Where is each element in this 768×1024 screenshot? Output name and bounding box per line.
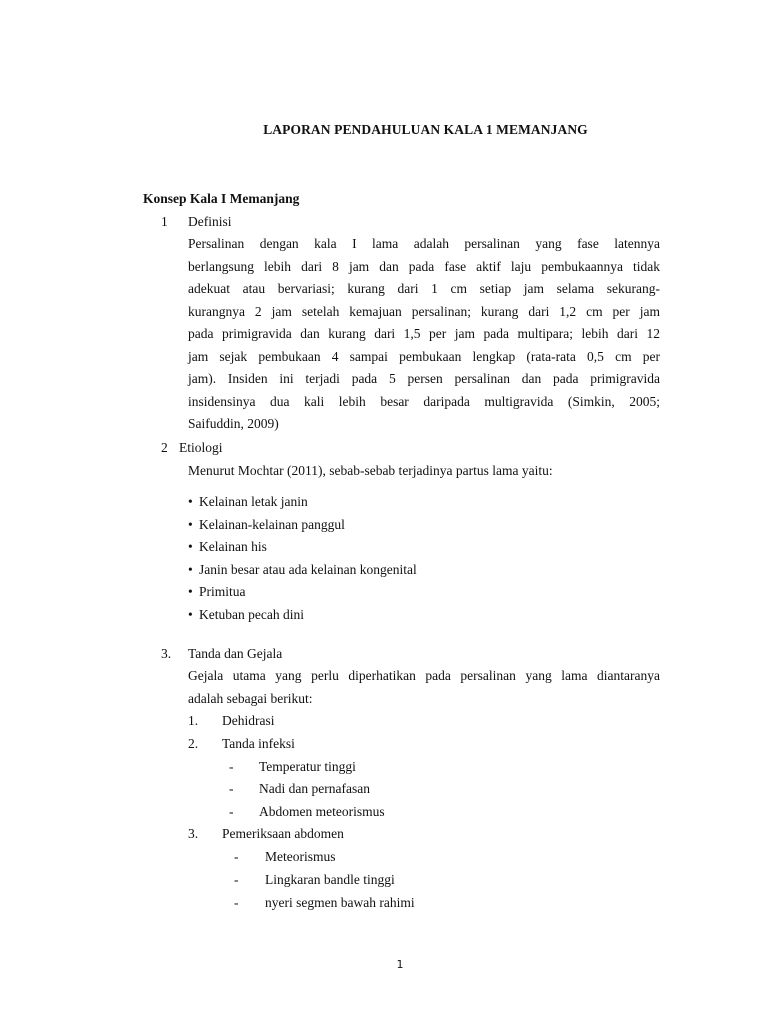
paragraph-line: jam). Insiden ini terjadi pada 5 persen persalinan dan pada primigravida [188, 371, 660, 386]
paragraph-line: adalah sebagai berikut: [188, 690, 313, 706]
etiologi-list [188, 491, 417, 627]
dash-marker: - [234, 872, 239, 887]
list-item-text: Kelainan his [199, 539, 267, 555]
gejala-item-label: Dehidrasi [222, 713, 275, 728]
list-item [188, 491, 417, 514]
page-number: 1 [396, 958, 404, 971]
gejala-item-label: Tanda infeksi [222, 736, 295, 751]
paragraph-line: jam sejak pembukaan 4 sampai pembukaan lengkap (rata-rata 0,5 cm per [188, 348, 660, 364]
sub-item: Meteorismus [265, 849, 336, 864]
section-heading: Konsep Kala I Memanjang [143, 191, 300, 206]
list-item-text: Kelainan-kelainan panggul [199, 516, 345, 532]
etiologi-number: 2 [161, 440, 168, 455]
gejala-item-number: 3. [188, 826, 199, 841]
list-item [188, 536, 417, 559]
definisi-number: 1 [161, 214, 168, 229]
list-item [188, 604, 417, 627]
list-item-text: Ketuban pecah dini [199, 606, 304, 622]
dash-marker: - [229, 804, 234, 819]
bullet-icon: • [188, 494, 193, 509]
gejala-number: 3. [161, 646, 172, 661]
dash-marker: - [229, 759, 234, 774]
bullet-icon: • [188, 516, 193, 532]
sub-item: Temperatur tinggi [259, 759, 356, 774]
gejala-item-label: Pemeriksaan abdomen [222, 826, 344, 841]
paragraph-line: berlangsung lebih dari 8 jam dan pada fase aktif laju pembukaannya tidak [188, 258, 660, 274]
list-item [188, 581, 417, 604]
dash-marker: - [234, 849, 239, 864]
sub-item: Abdomen meteorismus [259, 804, 385, 819]
paragraph-line: adekuat atau bervariasi; kurang dari 1 cm setiap jam selama sekurang- [188, 281, 660, 296]
list-item [188, 559, 417, 582]
paragraph-line: pada primigravida dan kurang dari 1,5 per jam pada multipara; lebih dari 12 [188, 326, 660, 341]
dash-marker: - [234, 895, 239, 910]
paragraph-line: kurangnya 2 jam setelah kemajuan persalinan; kurang dari 1,2 cm per jam [188, 303, 660, 319]
sub-item: nyeri segmen bawah rahimi [265, 895, 415, 910]
bullet-icon: • [188, 606, 193, 622]
gejala-item-number: 2. [188, 736, 199, 751]
paragraph-line: insidensinya dua kali lebih besar daripada multigravida (Simkin, 2005; [188, 393, 660, 409]
bullet-icon: • [188, 561, 193, 577]
document-title: LAPORAN PENDAHULUAN KALA 1 MEMANJANG [263, 122, 588, 137]
sub-item: Nadi dan pernafasan [259, 781, 370, 796]
list-item-text: Primitua [199, 584, 246, 600]
gejala-intro [188, 665, 660, 710]
paragraph-line: Gejala utama yang perlu diperhatikan pada persalinan yang lama diantaranya [188, 668, 660, 683]
gejala-label: Tanda dan Gejala [188, 646, 283, 661]
list-item-text: Janin besar atau ada kelainan kongenital [199, 561, 417, 577]
list-item-text: Kelainan letak janin [199, 494, 308, 509]
paragraph-line: Saifuddin, 2009) [188, 416, 279, 431]
sub-item: Lingkaran bandle tinggi [265, 872, 395, 887]
dash-marker: - [229, 781, 234, 796]
bullet-icon: • [188, 584, 193, 600]
definisi-paragraph [188, 233, 660, 436]
paragraph-line: Persalinan dengan kala I lama adalah persalinan yang fase latennya [188, 236, 660, 251]
etiologi-intro: Menurut Mochtar (2011), sebab-sebab terjadinya partus lama yaitu: [188, 463, 553, 478]
definisi-label: Definisi [188, 214, 232, 229]
bullet-icon: • [188, 539, 193, 555]
etiologi-label: Etiologi [179, 440, 223, 455]
list-item [188, 514, 417, 537]
gejala-item-number: 1. [188, 713, 199, 728]
